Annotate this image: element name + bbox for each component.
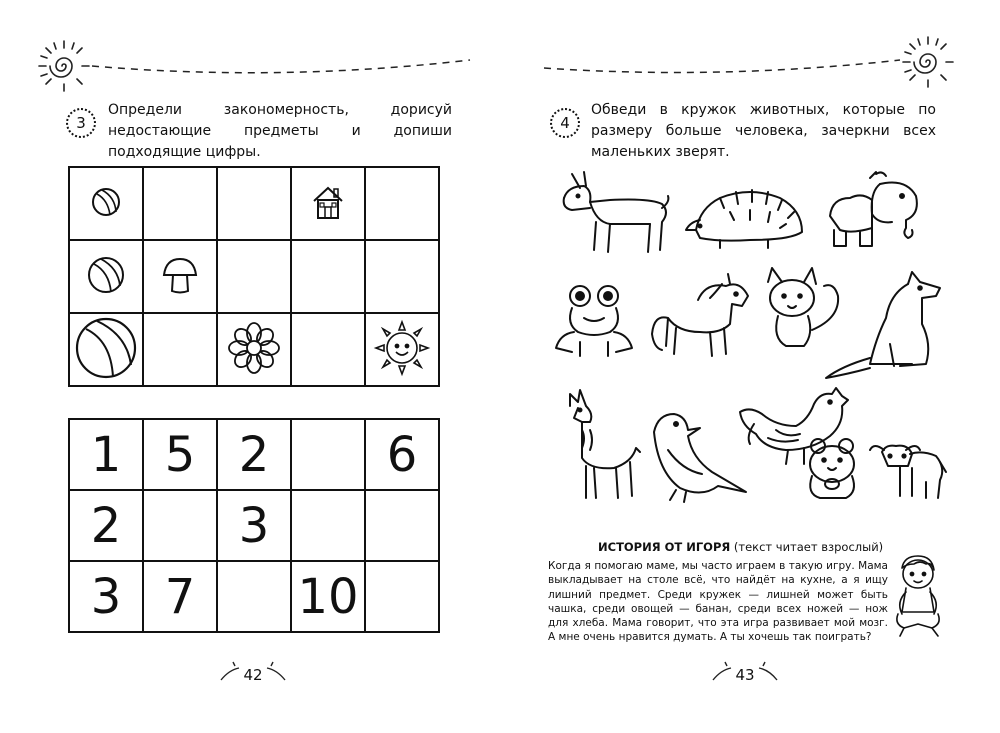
hedgehog-icon[interactable] <box>686 190 802 248</box>
number-cell[interactable]: 1 <box>69 419 143 490</box>
pattern-cell[interactable] <box>217 167 291 240</box>
story-title <box>598 540 883 554</box>
ball-large-icon <box>73 315 139 381</box>
mushroom-icon <box>158 253 202 297</box>
story-title-main: ИСТОРИЯ ОТ ИГОРЯ <box>598 540 731 554</box>
number-cell[interactable]: 3 <box>69 561 143 632</box>
boy-icon <box>892 552 944 642</box>
number-cell[interactable]: 6 <box>365 419 439 490</box>
number-cell[interactable] <box>291 419 365 490</box>
pattern-cell[interactable] <box>143 313 217 386</box>
hen-icon[interactable] <box>740 388 848 464</box>
spiral-sun-icon <box>900 34 956 90</box>
crow-icon[interactable] <box>654 414 746 502</box>
goat-icon[interactable] <box>564 172 669 252</box>
task-number-badge: 3 <box>66 108 96 138</box>
number-cell[interactable] <box>365 561 439 632</box>
number-cell[interactable] <box>291 490 365 561</box>
house-icon <box>308 182 348 222</box>
task-instruction: Обведи в кружок животных, которые по размеру больше человека, зачеркни всех маленьких зверят. <box>591 102 936 160</box>
frog-icon[interactable] <box>556 286 632 356</box>
pattern-cell[interactable] <box>365 240 439 313</box>
number-cell[interactable]: 2 <box>69 490 143 561</box>
number-cell[interactable] <box>217 561 291 632</box>
ball-small-icon <box>88 184 124 220</box>
pattern-cell[interactable] <box>143 167 217 240</box>
pattern-cell[interactable] <box>69 240 143 313</box>
flower-icon <box>227 321 281 375</box>
spiral-sun-icon <box>36 38 92 94</box>
pattern-grid <box>68 166 440 387</box>
horse-icon[interactable] <box>652 274 748 356</box>
pattern-cell[interactable] <box>217 313 291 386</box>
number-cell[interactable]: 5 <box>143 419 217 490</box>
number-cell[interactable] <box>365 490 439 561</box>
animals-illustration <box>550 168 950 513</box>
task-number-badge: 4 <box>550 108 580 138</box>
squirrel-icon[interactable] <box>768 268 838 346</box>
story-title-note: (текст читает взрослый) <box>733 540 884 554</box>
pattern-cell[interactable] <box>365 167 439 240</box>
ball-medium-icon <box>83 252 129 298</box>
story-text: Когда я помогаю маме, мы часто играем в такую игру. Мама выкладывает на столе всё, что найдёт на кухне, а я ищу лишний предмет. Среди кружек — лишней может быть чашка, среди овощей — банан, среди всех ножей — нож для хлеба. Мама говорит, что эта игра развивает мой мозг. А мне очень нравится думать. А ты хочешь так поиграть? <box>548 560 888 644</box>
sun-icon <box>371 317 433 379</box>
number-cell[interactable]: 2 <box>217 419 291 490</box>
page-number: 43 <box>705 660 785 688</box>
page-number: 42 <box>213 660 293 688</box>
llama-icon[interactable] <box>570 390 640 498</box>
number-cell[interactable] <box>143 490 217 561</box>
elephant-icon[interactable] <box>830 172 917 246</box>
task-instruction: Определи закономерность, дорисуй недостающие предметы и допиши подходящие цифры. <box>108 102 452 160</box>
pattern-cell[interactable] <box>291 167 365 240</box>
bull-icon[interactable] <box>870 446 946 498</box>
pattern-cell[interactable] <box>291 313 365 386</box>
right-page <box>500 0 1000 733</box>
pattern-cell[interactable] <box>291 240 365 313</box>
pattern-cell[interactable] <box>365 313 439 386</box>
number-cell[interactable]: 3 <box>217 490 291 561</box>
number-grid <box>68 418 440 633</box>
wolf-icon[interactable] <box>826 272 940 378</box>
pattern-cell[interactable] <box>69 313 143 386</box>
number-cell[interactable]: 7 <box>143 561 217 632</box>
pattern-cell[interactable] <box>69 167 143 240</box>
pattern-cell[interactable] <box>143 240 217 313</box>
number-cell[interactable]: 10 <box>291 561 365 632</box>
hamster-icon[interactable] <box>810 439 854 498</box>
pattern-cell[interactable] <box>217 240 291 313</box>
